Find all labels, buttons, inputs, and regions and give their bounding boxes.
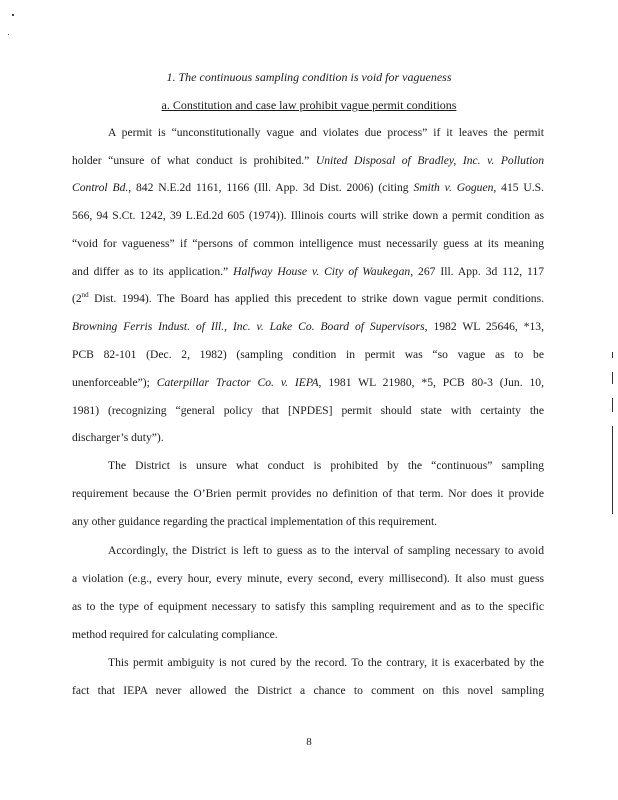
revision-bar xyxy=(612,352,613,358)
revision-bar xyxy=(612,398,613,412)
paragraph-1-line-10: unenforceable”); Caterpillar Tractor Co. v. IEPA, 1981 WL 21980, *5, PCB 80-3 (Jun. 10, xyxy=(72,376,544,389)
paragraph-1-line-5: “void for vagueness” if “persons of common intelligence must necessarily guess at its meaning xyxy=(72,237,544,250)
subsection-heading: a. Constitution and case law prohibit vague permit conditions xyxy=(161,98,457,112)
paragraph-1-line-12: discharger’s duty”). xyxy=(72,431,164,444)
paragraph-1-line-1: A permit is “unconstitutionally vague and violates due process” if it leaves the permit xyxy=(108,126,544,139)
scan-speck xyxy=(8,34,9,35)
paragraph-4-line-2: fact that IEPA never allowed the District a chance to comment on this novel sampling xyxy=(72,684,544,697)
paragraph-1-line-2: holder “unsure of what conduct is prohibited.” United Disposal of Bradley, Inc. v. Pollution xyxy=(72,154,544,167)
revision-bar xyxy=(612,372,613,384)
paragraph-1-line-4: 566, 94 S.Ct. 1242, 39 L.Ed.2d 605 (1974)). Illinois courts will strike down a permit condition as xyxy=(72,209,544,222)
page-number: 8 xyxy=(306,736,312,748)
paragraph-2-line-2: requirement because the O’Brien permit provides no definition of that term. Nor does it provide xyxy=(72,487,544,500)
section-heading: 1. The continuous sampling condition is void for vagueness xyxy=(166,70,452,84)
scan-speck xyxy=(12,14,14,16)
revision-bar xyxy=(612,426,613,514)
paragraph-2-line-3: any other guidance regarding the practical implementation of this requirement. xyxy=(72,515,438,528)
paragraph-1-line-7: (2nd Dist. 1994). The Board has applied this precedent to strike down vague permit conditions. xyxy=(72,291,544,305)
paragraph-1-line-6: and differ as to its application.” Halfway House v. City of Waukegan, 267 Ill. App. 3d 112, 117 xyxy=(72,265,544,278)
paragraph-4-line-1: This permit ambiguity is not cured by the record. To the contrary, it is exacerbated by the xyxy=(108,656,544,669)
paragraph-1-line-3: Control Bd., 842 N.E.2d 1161, 1166 (Ill. App. 3d Dist. 2006) (citing Smith v. Goguen, 415 U.S. xyxy=(72,181,544,194)
paragraph-3-line-4: method required for calculating compliance. xyxy=(72,628,278,641)
paragraph-1-line-8: Browning Ferris Indust. of Ill., Inc. v. Lake Co. Board of Supervisors, 1982 WL 25646, *13, xyxy=(72,320,544,333)
paragraph-2-line-1: The District is unsure what conduct is prohibited by the “continuous” sampling xyxy=(108,459,544,472)
paragraph-3-line-3: as to the type of equipment necessary to satisfy this sampling requirement and as to the specific xyxy=(72,600,544,613)
paragraph-3-line-1: Accordingly, the District is left to guess as to the interval of sampling necessary to avoid xyxy=(108,544,544,557)
paragraph-1-line-11: 1981) (recognizing “general policy that [NPDES] permit should state with certainty the xyxy=(72,404,544,417)
paragraph-1-line-9: PCB 82-101 (Dec. 2, 1982) (sampling condition in permit was “so vague as to be xyxy=(72,348,544,361)
paragraph-3-line-2: a violation (e.g., every hour, every minute, every second, every millisecond). It also must guess xyxy=(72,572,544,585)
